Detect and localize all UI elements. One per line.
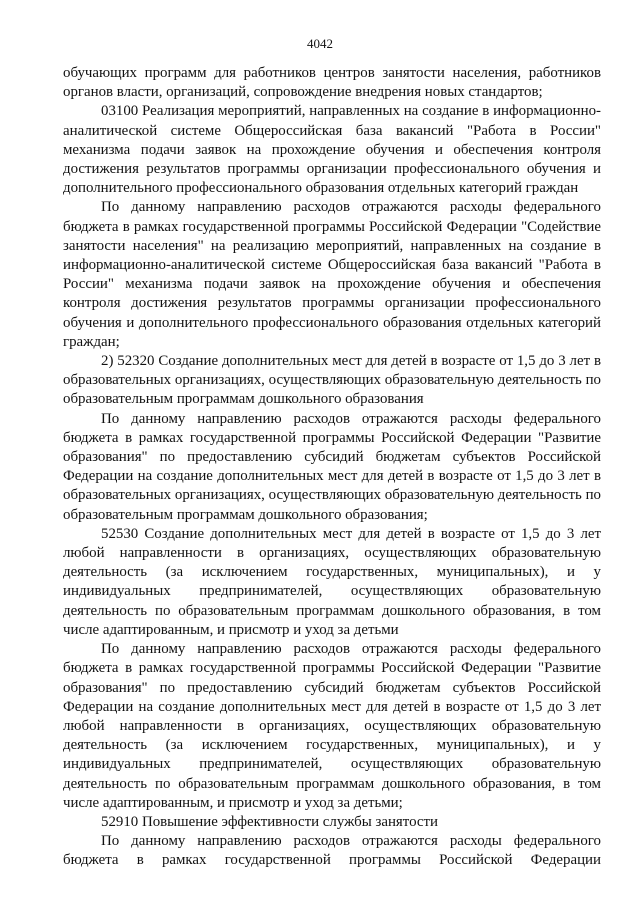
paragraph-8: 52910 Повышение эффективности службы занятости (101, 813, 438, 830)
paragraph-3: По данному направлению расходов отражаются расходы федерального бюджета в рамках государственной программы Российской Федерации "Содействие занятости населения" на реализацию мероприятий, направленных на создание в информационно-аналитической системе Общероссийская база вакансий "Работа в России" механизма подачи заявок на прохождение обучения и обеспечения контроля достижения результатов программы организации профессионального обучения и дополнительного профессионального образования отдельных категорий граждан; (63, 199, 601, 350)
paragraph-9: По данному направлению расходов отражаются расходы федерального бюджета в рамках государственной программы Российской Федерации (63, 833, 601, 869)
paragraph-4: 2) 52320 Создание дополнительных мест для детей в возрасте от 1,5 до 3 лет в образовательных организациях, осуществляющих образовательную деятельность по образовательным программам дошкольного образования (63, 353, 601, 408)
paragraph-2: 03100 Реализация мероприятий, направленных на создание в информационно-аналитической системе Общероссийская база вакансий "Работа в России" механизма подачи заявок на прохождение обучения и обеспечения контроля достижения результатов программы организации профессионального обучения и дополнительного профессионального образования отдельных категорий граждан (63, 103, 601, 197)
paragraph-6: 52530 Создание дополнительных мест для детей в возрасте от 1,5 до 3 лет любой направленности в организациях, осуществляющих образовательную деятельность (за исключением государственных, муниципальных), и у индивидуальных предпринимателей, осуществляющих образовательную деятельность по образовательным программам дошкольного образования, в том числе адаптированным, и присмотр и уход за детьми (63, 525, 601, 638)
paragraph-1: обучающих программ для работников центров занятости населения, работников органов власти, организаций, сопровождение внедрения новых стандартов; (63, 65, 601, 101)
page-number: 4042 (307, 36, 333, 51)
paragraph-5: По данному направлению расходов отражаются расходы федерального бюджета в рамках государственной программы Российской Федерации "Развитие образования" по предоставлению субсидий бюджетам субъектов Российской Федерации на создание дополнительных мест для детей в возрасте от 1,5 до 3 лет в образовательных организациях, осуществляющих образовательную деятельность по образовательным программам дошкольного образования; (63, 410, 601, 523)
document-body (63, 64, 601, 871)
paragraph-7: По данному направлению расходов отражаются расходы федерального бюджета в рамках государственной программы Российской Федерации "Развитие образования" по предоставлению субсидий бюджетам субъектов Российской Федерации на создание дополнительных мест для детей в возрасте от 1,5 до 3 лет любой направленности в организациях, осуществляющих образовательную деятельность (за исключением государственных, муниципальных), и у индивидуальных предпринимателей, осуществляющих образовательную деятельность по образовательным программам дошкольного образования, в том числе адаптированным, и присмотр и уход за детьми; (63, 641, 601, 811)
